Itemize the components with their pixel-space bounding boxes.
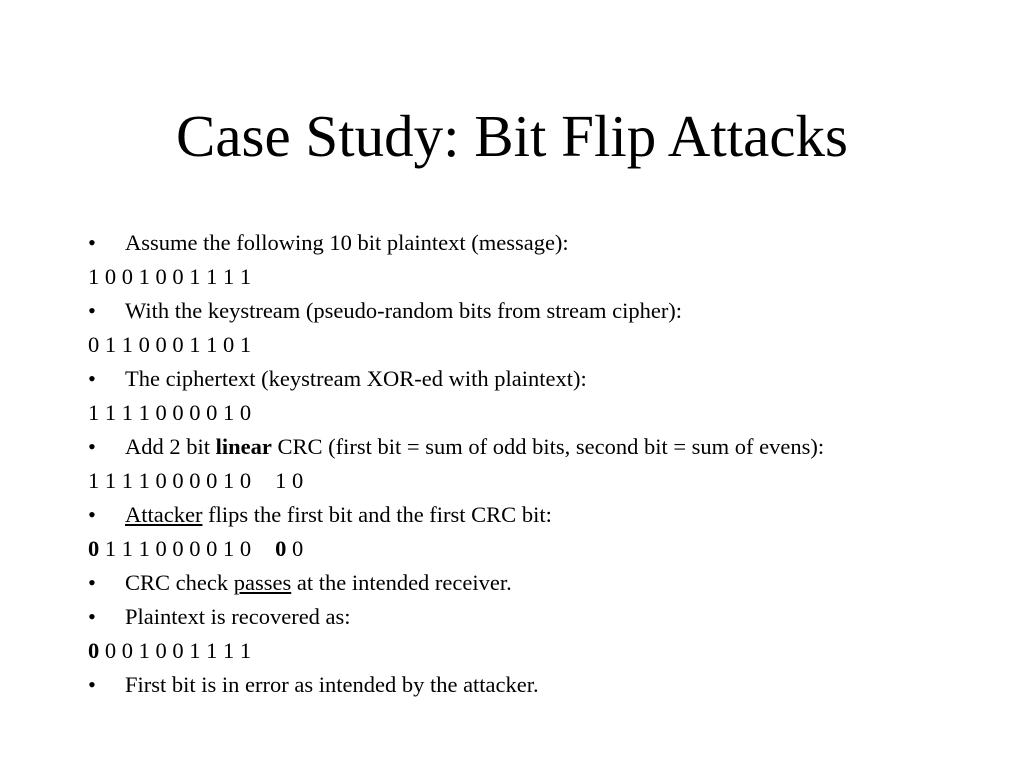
slide-title: Case Study: Bit Flip Attacks — [176, 103, 848, 169]
bullet-text: Assume the following 10 bit plaintext (message): — [125, 230, 569, 255]
bullet-text-underlined: Attacker — [125, 502, 203, 527]
bullet-text-pre: CRC check — [125, 570, 234, 595]
bits-keystream: 0 1 1 0 0 0 1 1 0 1 — [88, 332, 252, 357]
bullet-item-assume-plaintext — [88, 226, 988, 260]
bullet-text-pre: Add 2 bit — [125, 434, 216, 459]
error-bit: 0 — [88, 638, 100, 663]
bits-recovered — [88, 634, 988, 668]
bits-data-rest: 1 1 1 0 0 0 0 1 0 — [99, 536, 252, 561]
bullet-item-ciphertext — [88, 362, 988, 396]
bullet-text-post: at the intended receiver. — [291, 570, 512, 595]
bullet-text-bold: linear — [215, 434, 272, 459]
bits-with-crc — [88, 464, 988, 498]
bullet-text: The ciphertext (keystream XOR-ed with plaintext): — [125, 366, 587, 391]
bullet-text-post: CRC (first bit = sum of odd bits, second bit = sum of evens): — [271, 434, 825, 459]
bullet-item-crc-passes — [88, 566, 988, 600]
bullet-item-recovered — [88, 600, 988, 634]
flipped-bit: 0 — [88, 536, 100, 561]
bullet-text-underlined: passes — [233, 570, 292, 595]
bullet-icon: • — [88, 230, 96, 255]
bullet-icon: • — [88, 366, 96, 391]
bullet-text-post: flips the first bit and the first CRC bit: — [202, 502, 552, 527]
bullet-item-first-bit-error — [88, 668, 988, 702]
slide-body — [88, 226, 988, 702]
bits-data-rest: 0 0 1 0 0 1 1 1 1 — [99, 638, 252, 663]
bullet-item-add-crc — [88, 430, 988, 464]
bullet-icon: • — [88, 434, 96, 459]
bullet-icon: • — [88, 570, 96, 595]
flipped-crc-bit: 0 — [275, 536, 287, 561]
bits-plaintext: 1 0 0 1 0 0 1 1 1 1 — [88, 264, 252, 289]
bits-flipped — [88, 532, 988, 566]
bullet-text: Plaintext is recovered as: — [125, 604, 351, 629]
bullet-icon: • — [88, 502, 96, 527]
bullet-item-keystream — [88, 294, 988, 328]
bits-data: 1 1 1 1 0 0 0 0 1 0 — [88, 468, 252, 493]
bits-crc: 1 0 — [275, 468, 304, 493]
bits-ciphertext: 1 1 1 1 0 0 0 0 1 0 — [88, 400, 252, 425]
bullet-item-attacker-flips — [88, 498, 988, 532]
bits-crc-rest: 0 — [286, 536, 304, 561]
bullet-text: With the keystream (pseudo-random bits from stream cipher): — [125, 298, 683, 323]
bullet-icon: • — [88, 604, 96, 629]
bullet-icon: • — [88, 672, 96, 697]
bullet-text: First bit is in error as intended by the attacker. — [125, 672, 539, 697]
bullet-icon: • — [88, 298, 96, 323]
